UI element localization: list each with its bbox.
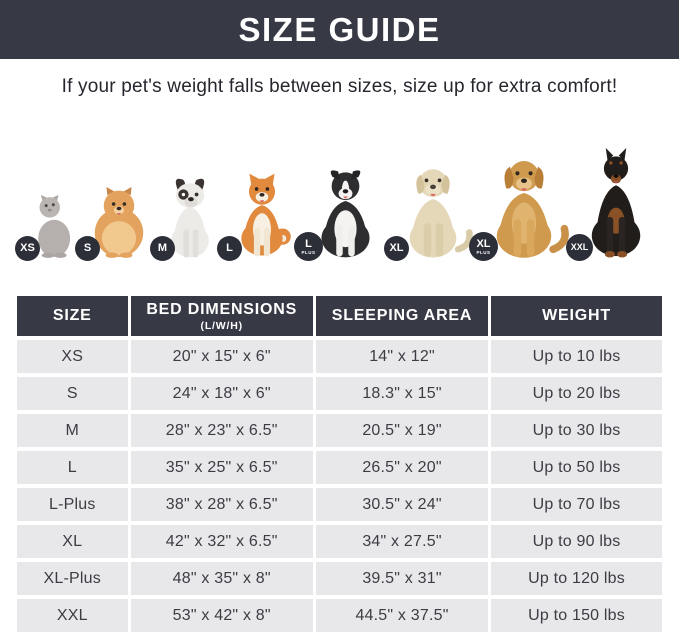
cell-size: S bbox=[17, 377, 128, 410]
size-badge-xxl: XXL bbox=[566, 234, 593, 261]
table-row-l bbox=[17, 451, 662, 484]
size-badge-l: L bbox=[217, 236, 242, 261]
cell-bed: 35" x 25" x 6.5" bbox=[131, 451, 313, 484]
pet-size-illustrations bbox=[0, 110, 679, 262]
cell-weight: Up to 70 lbs bbox=[491, 488, 662, 521]
table-row-m bbox=[17, 414, 662, 447]
cell-weight: Up to 20 lbs bbox=[491, 377, 662, 410]
cell-weight: Up to 50 lbs bbox=[491, 451, 662, 484]
pet-xs bbox=[20, 190, 79, 262]
cell-weight: Up to 150 lbs bbox=[491, 599, 662, 632]
cell-sleep: 30.5" x 24" bbox=[316, 488, 488, 521]
pet-l-plus bbox=[303, 164, 388, 262]
table-row-xl-plus bbox=[17, 562, 662, 595]
column-header-size: SIZE bbox=[17, 296, 128, 336]
size-guide-table bbox=[14, 292, 665, 636]
cell-sleep: 20.5" x 19" bbox=[316, 414, 488, 447]
pet-m bbox=[159, 174, 221, 262]
cell-size: XXL bbox=[17, 599, 128, 632]
pet-xl bbox=[389, 162, 473, 262]
bed-dimensions-sublabel: (L/W/H) bbox=[200, 319, 243, 332]
cell-sleep: 34" x 27.5" bbox=[316, 525, 488, 558]
size-badge-m: M bbox=[150, 236, 175, 261]
cell-sleep: 44.5" x 37.5" bbox=[316, 599, 488, 632]
table-row-xs bbox=[17, 340, 662, 373]
table-row-l-plus bbox=[17, 488, 662, 521]
size-badge-xl-plus: XL PLUS bbox=[469, 232, 498, 261]
size-badge-xl: XL bbox=[384, 236, 409, 261]
pet-xxl bbox=[570, 144, 657, 262]
cell-size: XS bbox=[17, 340, 128, 373]
table-row-xl bbox=[17, 525, 662, 558]
column-header-sleeping-area: SLEEPING AREA bbox=[316, 296, 488, 336]
column-header-bed-dimensions: BED DIMENSIONS (L/W/H) bbox=[131, 296, 313, 336]
pet-s bbox=[84, 182, 154, 262]
cell-sleep: 14" x 12" bbox=[316, 340, 488, 373]
cell-bed: 42" x 32" x 6.5" bbox=[131, 525, 313, 558]
cell-sleep: 18.3" x 15" bbox=[316, 377, 488, 410]
pet-xl-plus bbox=[478, 154, 570, 262]
cell-bed: 28" x 23" x 6.5" bbox=[131, 414, 313, 447]
sizing-advice-text: If your pet's weight falls between sizes, size up for extra comfort! bbox=[61, 76, 618, 97]
cell-size: L bbox=[17, 451, 128, 484]
cell-bed: 38" x 28" x 6.5" bbox=[131, 488, 313, 521]
cell-size: M bbox=[17, 414, 128, 447]
table-row-s bbox=[17, 377, 662, 410]
cell-size: L-Plus bbox=[17, 488, 128, 521]
cell-bed: 20" x 15" x 6" bbox=[131, 340, 313, 373]
cell-bed: 24" x 18" x 6" bbox=[131, 377, 313, 410]
table-row-xxl bbox=[17, 599, 662, 632]
cell-bed: 48" x 35" x 8" bbox=[131, 562, 313, 595]
cell-bed: 53" x 42" x 8" bbox=[131, 599, 313, 632]
pet-l bbox=[226, 169, 298, 262]
size-badge-s: S bbox=[75, 236, 100, 261]
cell-weight: Up to 30 lbs bbox=[491, 414, 662, 447]
table-header-row bbox=[17, 296, 662, 336]
cell-weight: Up to 10 lbs bbox=[491, 340, 662, 373]
cell-sleep: 26.5" x 20" bbox=[316, 451, 488, 484]
cell-size: XL-Plus bbox=[17, 562, 128, 595]
size-guide-header bbox=[0, 0, 679, 59]
size-badge-l-plus: L PLUS bbox=[294, 232, 323, 261]
column-header-weight: WEIGHT bbox=[491, 296, 662, 336]
page-title: SIZE GUIDE bbox=[238, 10, 441, 48]
size-badge-xs: XS bbox=[15, 236, 40, 261]
cell-sleep: 39.5" x 31" bbox=[316, 562, 488, 595]
cell-weight: Up to 120 lbs bbox=[491, 562, 662, 595]
cell-size: XL bbox=[17, 525, 128, 558]
cell-weight: Up to 90 lbs bbox=[491, 525, 662, 558]
